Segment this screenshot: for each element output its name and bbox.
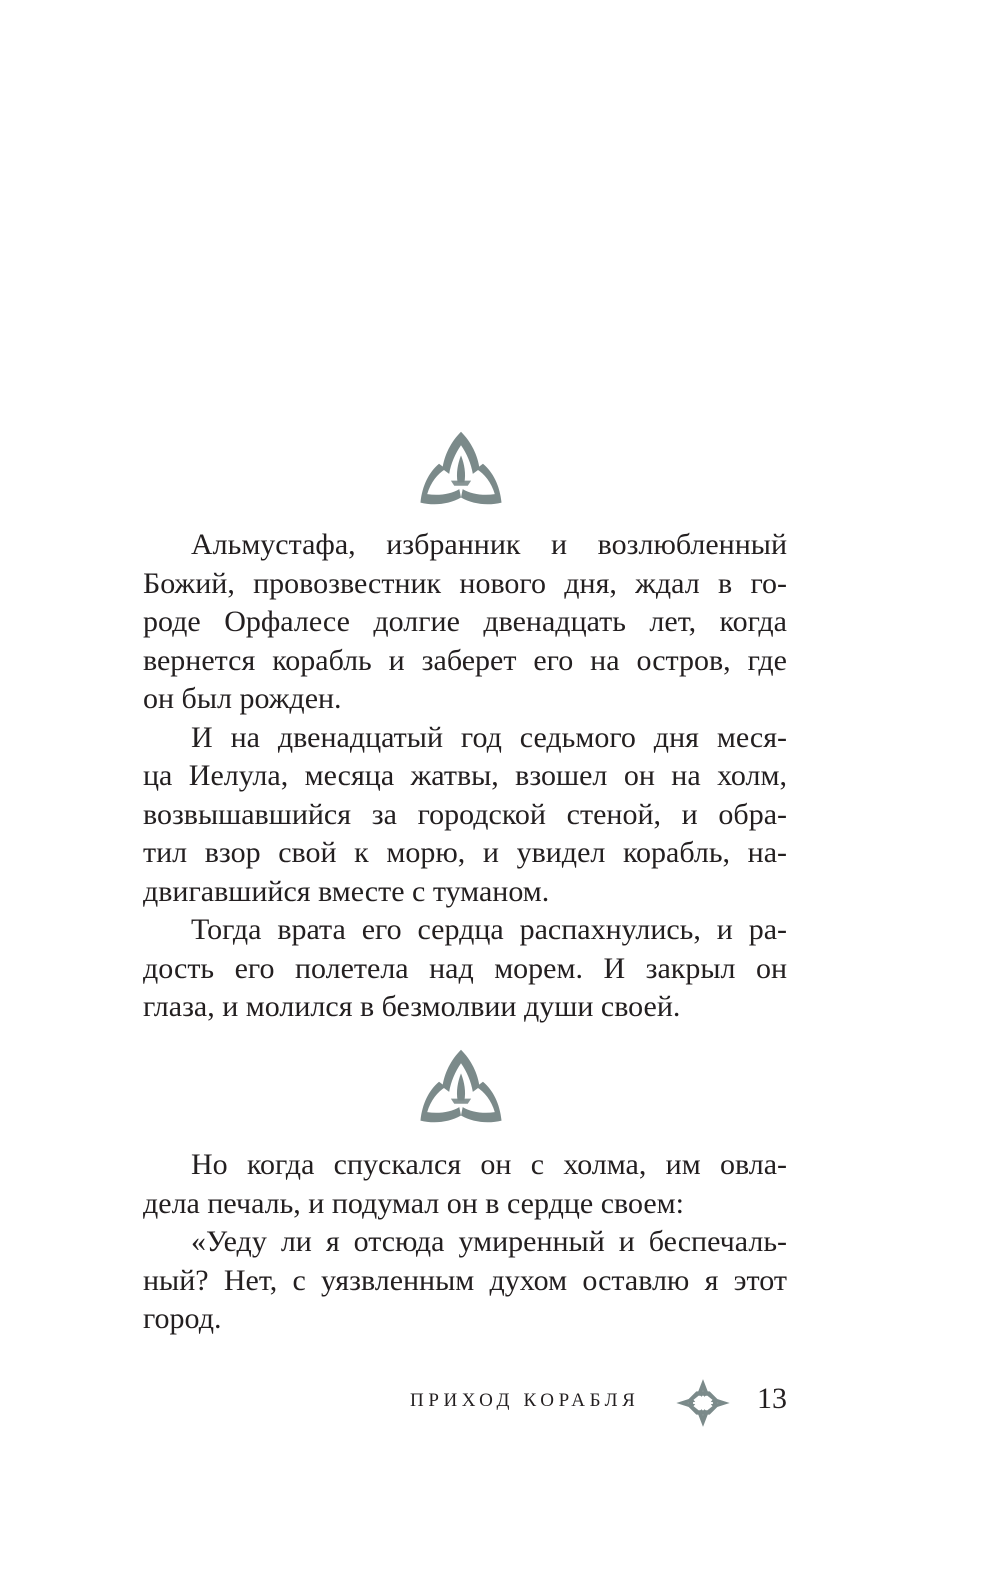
text-line: он был рожден.	[143, 682, 342, 715]
page-number: 13	[757, 1382, 787, 1415]
paragraph	[143, 911, 787, 1027]
text-line: И на двенадцатый год седьмого дня меся-	[191, 720, 787, 754]
text-block-bottom	[143, 1146, 787, 1339]
text-line: ца Иелула, месяца жатвы, взошел он на холм,	[143, 759, 787, 792]
text-line: Но когда спускался он с холма, им овла-	[191, 1148, 787, 1181]
text-block-top	[143, 526, 787, 1027]
page-footer	[410, 1380, 787, 1426]
text-line: возвышавшийся за городской стеной, и обра-	[143, 797, 787, 831]
text-line: дела печаль, и подумал он в сердце своем:	[143, 1186, 684, 1220]
paragraph	[143, 1223, 787, 1339]
triquetra-ornament-icon	[418, 1048, 504, 1124]
text-line: город.	[143, 1302, 222, 1335]
paragraph	[143, 1146, 787, 1223]
text-line: Божий, провозвестник нового дня, ждал в го-	[143, 566, 787, 600]
text-line: тил взор свой к морю, и увидел корабль, на-	[143, 836, 787, 869]
paragraph	[143, 719, 787, 912]
text-line: глаза, и молился в безмолвии души своей.	[143, 990, 681, 1023]
triquetra-ornament-icon	[418, 430, 504, 506]
text-line: дость его полетела над морем. И закрыл он	[143, 951, 787, 985]
text-line: роде Орфалесе долгие двенадцать лет, когда	[143, 605, 787, 638]
text-line: вернется корабль и заберет его на остров, где	[143, 643, 787, 677]
text-line: Тогда врата его сердца распахнулись, и ра-	[191, 913, 787, 946]
text-line: двигавшийся вместе с туманом.	[143, 874, 550, 908]
text-line: Альмустафа, избранник и возлюбленный	[191, 528, 787, 561]
quaternary-knot-icon	[674, 1378, 732, 1428]
text-line: «Уеду ли я отсюда умиренный и беспечаль-	[191, 1225, 787, 1258]
text-line: ный? Нет, с уязвленным духом оставлю я этот	[143, 1263, 787, 1297]
running-head: ПРИХОД КОРАБЛЯ	[410, 1390, 640, 1411]
paragraph	[143, 526, 787, 719]
